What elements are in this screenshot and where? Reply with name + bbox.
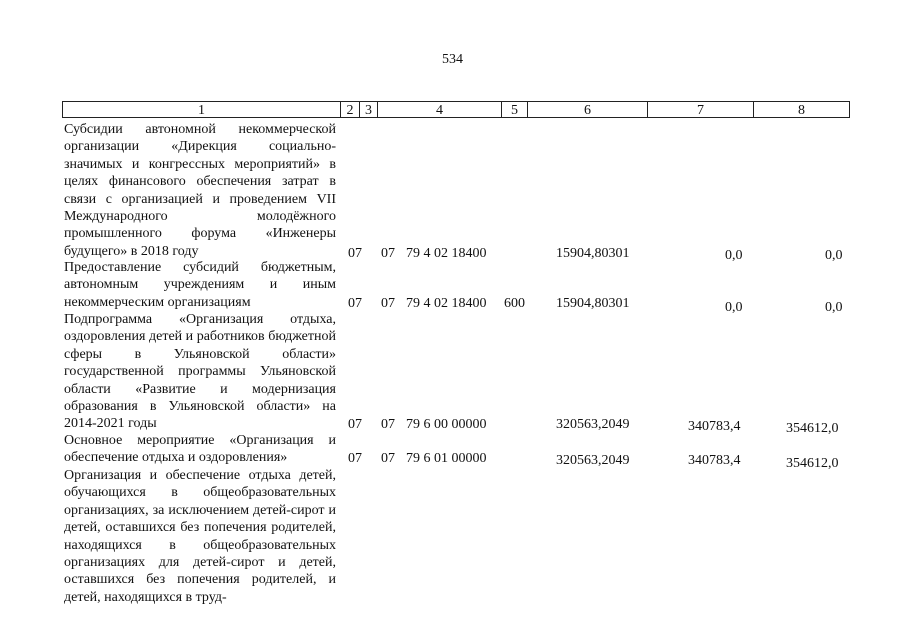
cell-col-2: 07 bbox=[348, 246, 362, 261]
cell-col-3: 07 bbox=[381, 246, 395, 261]
cell-col-4: 79 6 00 00000 bbox=[406, 417, 487, 432]
header-col-7: 7 bbox=[647, 101, 754, 118]
cell-col-2: 07 bbox=[348, 296, 362, 311]
header-col-8: 8 bbox=[753, 101, 850, 118]
header-col-4: 4 bbox=[377, 101, 502, 118]
cell-col-7: 340783,4 bbox=[688, 453, 741, 468]
cell-col-6: 15904,80301 bbox=[556, 296, 630, 311]
cell-col-6: 320563,2049 bbox=[556, 453, 630, 468]
table-header bbox=[62, 101, 850, 119]
row-description: Субсидии автономной некоммерческой организации «Дирекция социально-значимых и конгрессных мероприятий» в целях финансового обеспечения затрат в связи с организацией и проведением VII Международного молодёжного промышленного форума «Инженеры будущего» в 2018 году bbox=[64, 122, 336, 259]
row-description: Организация и обеспечение отдыха детей, обучающихся в общеобразовательных организациях, за исключением детей-сирот и детей, оставшихся без попечения родителей, находящихся в общеобразовательных организациях для детей-сирот и детей, оставшихся без попечения родителей, и детей, находящихся в труд- bbox=[64, 468, 336, 605]
cell-col-5: 600 bbox=[504, 296, 525, 311]
cell-col-8: 0,0 bbox=[825, 300, 843, 315]
row-description: Предоставление субсидий бюджетным, автономным учреждениям и иным некоммерческим организациям bbox=[64, 260, 336, 310]
header-col-2: 2 bbox=[340, 101, 360, 118]
header-col-6: 6 bbox=[527, 101, 648, 118]
cell-col-7: 340783,4 bbox=[688, 419, 741, 434]
row-description: Основное мероприятие «Организация и обеспечение отдыха и оздоровления» bbox=[64, 433, 336, 466]
header-col-5: 5 bbox=[501, 101, 528, 118]
cell-col-8: 354612,0 bbox=[786, 456, 839, 471]
cell-col-4: 79 4 02 18400 bbox=[406, 246, 487, 261]
cell-col-4: 79 4 02 18400 bbox=[406, 296, 487, 311]
cell-col-8: 354612,0 bbox=[786, 421, 839, 436]
cell-col-3: 07 bbox=[381, 417, 395, 432]
cell-col-2: 07 bbox=[348, 417, 362, 432]
cell-col-2: 07 bbox=[348, 451, 362, 466]
cell-col-6: 320563,2049 bbox=[556, 417, 630, 432]
cell-col-8: 0,0 bbox=[825, 248, 843, 263]
cell-col-6: 15904,80301 bbox=[556, 246, 630, 261]
cell-col-4: 79 6 01 00000 bbox=[406, 451, 487, 466]
cell-col-3: 07 bbox=[381, 296, 395, 311]
cell-col-7: 0,0 bbox=[725, 248, 743, 263]
header-col-3: 3 bbox=[359, 101, 378, 118]
header-col-1: 1 bbox=[62, 101, 341, 118]
cell-col-7: 0,0 bbox=[725, 300, 743, 315]
page-number: 534 bbox=[442, 52, 463, 67]
row-description: Подпрограмма «Организация отдыха, оздоровления детей и работников бюджетной сферы в Ульяновской области» государственной программы Ульяновской области «Развитие и модернизация образования в Ульяновской области» на 2014-2021 годы bbox=[64, 312, 336, 432]
cell-col-3: 07 bbox=[381, 451, 395, 466]
